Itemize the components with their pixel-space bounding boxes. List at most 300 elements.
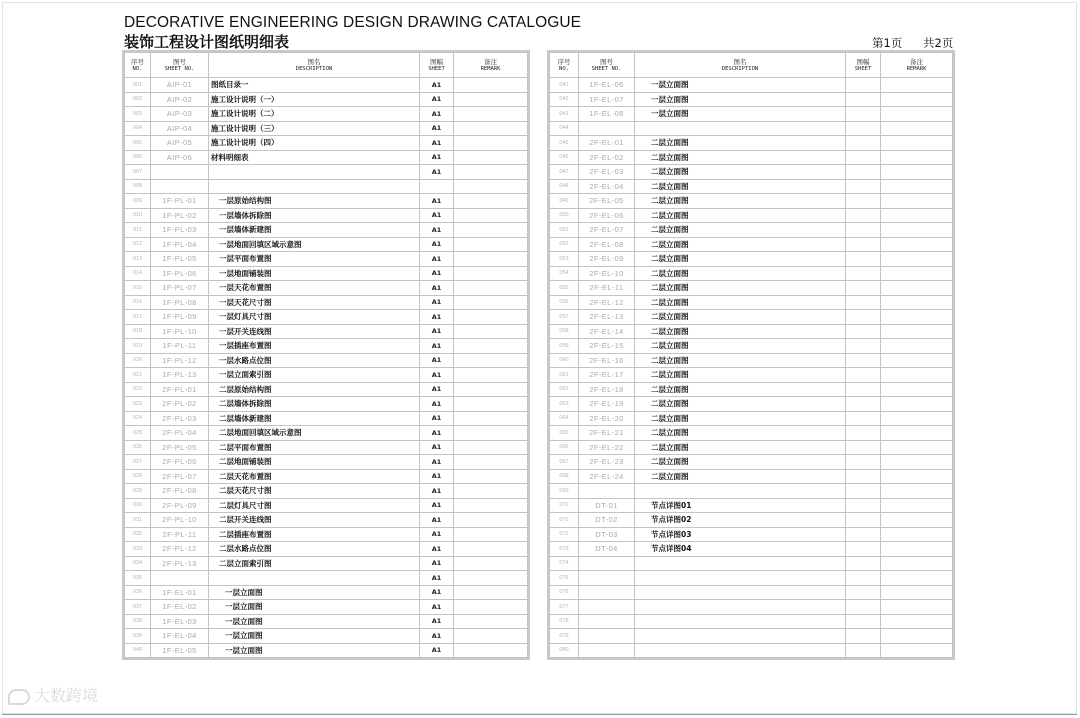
cell-no: 049 [550, 194, 579, 209]
cell-sheet-no [579, 600, 635, 615]
cell-sheet-no: 2F-EL-03 [579, 165, 635, 180]
cell-no: 003 [125, 107, 151, 122]
cell-sheet-size [846, 179, 881, 194]
table-row [125, 600, 528, 615]
cell-description: 二层地面铺装图 [209, 455, 420, 470]
cell-sheet-no [579, 629, 635, 644]
cell-no: 001 [125, 78, 151, 93]
cell-sheet-size [846, 165, 881, 180]
cell-remark [454, 252, 528, 267]
cell-remark [454, 643, 528, 658]
cell-sheet-size: A1 [420, 382, 454, 397]
cell-remark [881, 571, 953, 586]
cell-sheet-no: 1F-PL-12 [151, 353, 209, 368]
cell-remark [454, 121, 528, 136]
cell-no: 025 [125, 426, 151, 441]
cell-sheet-no: 2F-PL-05 [151, 440, 209, 455]
cell-sheet-size: A1 [420, 78, 454, 93]
cell-no: 018 [125, 324, 151, 339]
cell-sheet-size [846, 92, 881, 107]
catalogue-title-en: DECORATIVE ENGINEERING DESIGN DRAWING CATALOGUE [124, 14, 582, 31]
table-row [550, 585, 953, 600]
cell-remark [454, 179, 528, 194]
cell-description: 节点详图02 [635, 513, 846, 528]
cell-remark [881, 643, 953, 658]
cell-remark [454, 382, 528, 397]
cell-remark [881, 266, 953, 281]
cell-sheet-no: 1F-EL-03 [151, 614, 209, 629]
table-row [125, 324, 528, 339]
cell-description [209, 179, 420, 194]
cell-description: 一层立面图 [635, 78, 846, 93]
cell-description: 二层立面图 [635, 397, 846, 412]
cell-no: 031 [125, 513, 151, 528]
cell-description: 二层立面图 [635, 368, 846, 383]
cell-sheet-size: A1 [420, 107, 454, 122]
cell-remark [881, 208, 953, 223]
cell-remark [454, 295, 528, 310]
cell-sheet-size [846, 237, 881, 252]
cell-sheet-no [579, 121, 635, 136]
cell-no: 010 [125, 208, 151, 223]
cell-sheet-no: 2F-PL-07 [151, 469, 209, 484]
cell-sheet-no: DT-04 [579, 542, 635, 557]
cell-remark [454, 556, 528, 571]
cell-sheet-no: 2F-EL-24 [579, 469, 635, 484]
cell-sheet-no: 1F-EL-01 [151, 585, 209, 600]
cell-remark [454, 194, 528, 209]
cell-sheet-no: 1F-EL-02 [151, 600, 209, 615]
cell-description: 一层立面图 [209, 600, 420, 615]
table-row [550, 600, 953, 615]
cell-description: 一层立面图 [635, 92, 846, 107]
cell-remark [881, 78, 953, 93]
cell-no: 061 [550, 368, 579, 383]
cell-remark [454, 455, 528, 470]
cell-sheet-size [846, 208, 881, 223]
cell-sheet-no: AIP-05 [151, 136, 209, 151]
cell-sheet-no: AIP-04 [151, 121, 209, 136]
cell-description: 施工设计说明（四） [209, 136, 420, 151]
cell-sheet-no: 2F-PL-04 [151, 426, 209, 441]
cell-description: 二层立面图 [635, 136, 846, 151]
table-row [550, 92, 953, 107]
table-row [550, 382, 953, 397]
table-row [550, 440, 953, 455]
cell-sheet-no: 1F-EL-07 [579, 92, 635, 107]
cell-description [635, 556, 846, 571]
cell-sheet-no: 2F-EL-05 [579, 194, 635, 209]
cell-sheet-size: A1 [420, 455, 454, 470]
header-sheet-size: 图幅 SHEET [846, 53, 881, 78]
table-row [550, 136, 953, 151]
cell-sheet-size: A1 [420, 150, 454, 165]
cell-remark [454, 353, 528, 368]
cell-sheet-no: DT-03 [579, 527, 635, 542]
table-row [550, 194, 953, 209]
cell-no: 014 [125, 266, 151, 281]
cell-sheet-size: A1 [420, 339, 454, 354]
cell-no: 062 [550, 382, 579, 397]
cell-no: 030 [125, 498, 151, 513]
cell-sheet-size [846, 469, 881, 484]
cell-sheet-size: A1 [420, 208, 454, 223]
cell-description: 节点详图04 [635, 542, 846, 557]
cell-sheet-size: A1 [420, 136, 454, 151]
cell-sheet-size [846, 194, 881, 209]
cell-remark [881, 513, 953, 528]
cell-no: 024 [125, 411, 151, 426]
cell-sheet-no: 1F-PL-03 [151, 223, 209, 238]
table-row [125, 223, 528, 238]
cell-remark [454, 426, 528, 441]
cell-sheet-size [846, 223, 881, 238]
cell-description: 二层立面图 [635, 440, 846, 455]
cell-sheet-no: 2F-PL-06 [151, 455, 209, 470]
cell-sheet-size: A1 [420, 266, 454, 281]
header-remark: 备注 REMARK [454, 53, 528, 78]
table-row [125, 194, 528, 209]
table-row [550, 629, 953, 644]
table-row [125, 455, 528, 470]
cell-sheet-no: 2F-PL-03 [151, 411, 209, 426]
cell-no: 057 [550, 310, 579, 325]
cell-no: 035 [125, 571, 151, 586]
table-row [125, 92, 528, 107]
cell-sheet-no: 1F-EL-04 [151, 629, 209, 644]
cell-remark [454, 542, 528, 557]
cell-sheet-size: A1 [420, 440, 454, 455]
cell-remark [881, 310, 953, 325]
cell-sheet-size: A1 [420, 310, 454, 325]
cell-sheet-no: 2F-PL-02 [151, 397, 209, 412]
cell-sheet-size: A1 [420, 426, 454, 441]
cell-remark [881, 527, 953, 542]
cell-description [635, 629, 846, 644]
cell-sheet-no: 2F-PL-09 [151, 498, 209, 513]
table-row [550, 266, 953, 281]
cell-description [635, 484, 846, 499]
cell-description: 二层天花尺寸图 [209, 484, 420, 499]
cell-no: 052 [550, 237, 579, 252]
table-row [550, 643, 953, 658]
cell-no: 006 [125, 150, 151, 165]
watermark [8, 683, 98, 706]
cell-description: 二层立面图 [635, 295, 846, 310]
cell-remark [881, 281, 953, 296]
cell-no: 043 [550, 107, 579, 122]
watermark-logo-icon [8, 689, 30, 705]
page-current: 第1页 [872, 36, 903, 50]
header-remark: 备注 REMARK [881, 53, 953, 78]
cell-remark [881, 92, 953, 107]
cell-no: 050 [550, 208, 579, 223]
cell-remark [881, 614, 953, 629]
table-row [125, 266, 528, 281]
cell-remark [881, 455, 953, 470]
cell-remark [881, 556, 953, 571]
cell-no: 067 [550, 455, 579, 470]
cell-sheet-no [151, 165, 209, 180]
cell-no: 054 [550, 266, 579, 281]
cell-no: 020 [125, 353, 151, 368]
cell-remark [881, 382, 953, 397]
cell-sheet-size [846, 339, 881, 354]
cell-description: 二层立面图 [635, 353, 846, 368]
cell-sheet-no [579, 614, 635, 629]
cell-sheet-size [846, 571, 881, 586]
table-row [550, 368, 953, 383]
cell-sheet-size: A1 [420, 281, 454, 296]
cell-description [635, 585, 846, 600]
table-row [125, 368, 528, 383]
cell-sheet-size [846, 136, 881, 151]
cell-sheet-no [579, 571, 635, 586]
table-row [125, 629, 528, 644]
cell-no: 012 [125, 237, 151, 252]
table-row [125, 252, 528, 267]
cell-no: 080 [550, 643, 579, 658]
cell-sheet-no: 1F-PL-02 [151, 208, 209, 223]
cell-no: 016 [125, 295, 151, 310]
table-row [125, 281, 528, 296]
cell-sheet-size: A1 [420, 585, 454, 600]
table-row [125, 397, 528, 412]
cell-sheet-no: 2F-EL-14 [579, 324, 635, 339]
cell-remark [881, 484, 953, 499]
cell-description: 二层立面图 [635, 194, 846, 209]
cell-sheet-size: A1 [420, 513, 454, 528]
cell-no: 029 [125, 484, 151, 499]
table-row [125, 353, 528, 368]
table-row [125, 527, 528, 542]
table-row [125, 237, 528, 252]
cell-description: 一层立面图 [209, 614, 420, 629]
cell-remark [881, 339, 953, 354]
cell-remark [454, 223, 528, 238]
cell-description: 二层立面图 [635, 208, 846, 223]
cell-remark [881, 426, 953, 441]
cell-no: 075 [550, 571, 579, 586]
cell-no: 011 [125, 223, 151, 238]
table-row [550, 469, 953, 484]
cell-sheet-size [846, 585, 881, 600]
cell-sheet-size: A1 [420, 353, 454, 368]
cell-sheet-size: A1 [420, 484, 454, 499]
cell-description [635, 600, 846, 615]
cell-sheet-no: 2F-EL-22 [579, 440, 635, 455]
table-body-left [125, 78, 528, 658]
cell-no: 021 [125, 368, 151, 383]
cell-sheet-no: 2F-EL-02 [579, 150, 635, 165]
cell-description: 二层墙体新建图 [209, 411, 420, 426]
cell-no: 017 [125, 310, 151, 325]
table-row [550, 542, 953, 557]
cell-sheet-size [846, 629, 881, 644]
cell-description: 二层立面图 [635, 281, 846, 296]
cell-description: 一层地面回填区域示意图 [209, 237, 420, 252]
header-no: 序号 NO. [550, 53, 579, 78]
cell-sheet-size [846, 107, 881, 122]
cell-remark [881, 440, 953, 455]
cell-no: 002 [125, 92, 151, 107]
cell-no: 044 [550, 121, 579, 136]
header-description: 图名 DESCRIPTION [635, 53, 846, 78]
cell-remark [881, 295, 953, 310]
cell-sheet-size [846, 324, 881, 339]
cell-description [635, 121, 846, 136]
cell-sheet-no: 2F-PL-13 [151, 556, 209, 571]
cell-sheet-no: AIP-03 [151, 107, 209, 122]
cell-no: 056 [550, 295, 579, 310]
cell-sheet-no: 2F-EL-01 [579, 136, 635, 151]
cell-remark [454, 237, 528, 252]
cell-no: 015 [125, 281, 151, 296]
table-row [550, 397, 953, 412]
cell-sheet-size: A1 [420, 498, 454, 513]
cell-sheet-size [846, 266, 881, 281]
bottom-rule [2, 714, 1077, 715]
table-row [550, 107, 953, 122]
cell-sheet-size: A1 [420, 469, 454, 484]
cell-description: 一层墙体拆除图 [209, 208, 420, 223]
cell-sheet-no: 2F-EL-08 [579, 237, 635, 252]
cell-description: 二层立面图 [635, 426, 846, 441]
cell-remark [454, 266, 528, 281]
cell-no: 071 [550, 513, 579, 528]
cell-no: 059 [550, 339, 579, 354]
cell-sheet-size [846, 498, 881, 513]
cell-no: 028 [125, 469, 151, 484]
cell-remark [881, 353, 953, 368]
cell-sheet-no: 1F-EL-05 [151, 643, 209, 658]
cell-sheet-size: A1 [420, 614, 454, 629]
cell-sheet-no: DT-01 [579, 498, 635, 513]
cell-sheet-size [846, 440, 881, 455]
cell-no: 048 [550, 179, 579, 194]
cell-no: 023 [125, 397, 151, 412]
cell-remark [454, 136, 528, 151]
cell-sheet-size: A1 [420, 527, 454, 542]
cell-sheet-no: 2F-EL-16 [579, 353, 635, 368]
cell-sheet-size: A1 [420, 223, 454, 238]
table-row [125, 440, 528, 455]
cell-description: 二层水路点位图 [209, 542, 420, 557]
table-row [125, 556, 528, 571]
cell-description: 二层立面图 [635, 469, 846, 484]
cell-remark [454, 527, 528, 542]
cell-description: 材料明细表 [209, 150, 420, 165]
cell-no: 063 [550, 397, 579, 412]
cell-description: 二层立面索引图 [209, 556, 420, 571]
cell-sheet-no: 2F-EL-23 [579, 455, 635, 470]
cell-no: 034 [125, 556, 151, 571]
cell-no: 005 [125, 136, 151, 151]
cell-description: 施工设计说明（一） [209, 92, 420, 107]
cell-sheet-size: A1 [420, 629, 454, 644]
cell-remark [454, 469, 528, 484]
cell-remark [454, 513, 528, 528]
cell-description: 一层平面布置图 [209, 252, 420, 267]
cell-description: 二层立面图 [635, 252, 846, 267]
cell-sheet-no: 2F-EL-19 [579, 397, 635, 412]
cell-sheet-size [846, 527, 881, 542]
cell-description: 一层水路点位图 [209, 353, 420, 368]
cell-sheet-no: 1F-PL-08 [151, 295, 209, 310]
table-row [125, 542, 528, 557]
table-row [125, 411, 528, 426]
cell-sheet-no: 1F-PL-07 [151, 281, 209, 296]
cell-remark [454, 78, 528, 93]
table-row [125, 585, 528, 600]
cell-no: 027 [125, 455, 151, 470]
cell-description: 一层开关连线图 [209, 324, 420, 339]
cell-sheet-size: A1 [420, 295, 454, 310]
cell-sheet-no: 2F-PL-10 [151, 513, 209, 528]
cell-remark [881, 150, 953, 165]
cell-sheet-no: 2F-EL-15 [579, 339, 635, 354]
table-row [125, 107, 528, 122]
catalogue-table-left [124, 52, 528, 658]
cell-no: 064 [550, 411, 579, 426]
cell-description: 二层原始结构图 [209, 382, 420, 397]
cell-no: 046 [550, 150, 579, 165]
cell-sheet-no: 1F-PL-10 [151, 324, 209, 339]
cell-sheet-size: A1 [420, 92, 454, 107]
table-row [550, 78, 953, 93]
table-row [550, 498, 953, 513]
cell-sheet-no: 2F-EL-20 [579, 411, 635, 426]
cell-description: 施工设计说明（二） [209, 107, 420, 122]
cell-description [209, 165, 420, 180]
cell-description: 二层立面图 [635, 310, 846, 325]
cell-description: 二层立面图 [635, 411, 846, 426]
cell-sheet-size [846, 600, 881, 615]
cell-no: 055 [550, 281, 579, 296]
table-row [125, 513, 528, 528]
cell-sheet-no: 2F-PL-12 [151, 542, 209, 557]
cell-sheet-size [846, 513, 881, 528]
cell-sheet-size [846, 310, 881, 325]
cell-remark [454, 629, 528, 644]
cell-description: 节点详图01 [635, 498, 846, 513]
cell-description: 图纸目录一 [209, 78, 420, 93]
cell-sheet-size [846, 353, 881, 368]
cell-sheet-size: A1 [420, 397, 454, 412]
table-row [550, 411, 953, 426]
cell-description: 二层开关连线图 [209, 513, 420, 528]
cell-remark [881, 469, 953, 484]
cell-description: 二层立面图 [635, 179, 846, 194]
cell-description: 二层灯具尺寸图 [209, 498, 420, 513]
cell-description: 二层地面回填区域示意图 [209, 426, 420, 441]
cell-sheet-size: A1 [420, 643, 454, 658]
cell-remark [454, 397, 528, 412]
table-row [125, 614, 528, 629]
cell-remark [454, 440, 528, 455]
cell-sheet-no: 2F-PL-11 [151, 527, 209, 542]
cell-sheet-size: A1 [420, 165, 454, 180]
table-row [125, 165, 528, 180]
cell-no: 009 [125, 194, 151, 209]
cell-sheet-no: 2F-EL-04 [579, 179, 635, 194]
table-row [125, 643, 528, 658]
cell-no: 060 [550, 353, 579, 368]
cell-sheet-no: 1F-PL-06 [151, 266, 209, 281]
cell-remark [881, 252, 953, 267]
table-row [550, 339, 953, 354]
cell-description: 二层立面图 [635, 150, 846, 165]
